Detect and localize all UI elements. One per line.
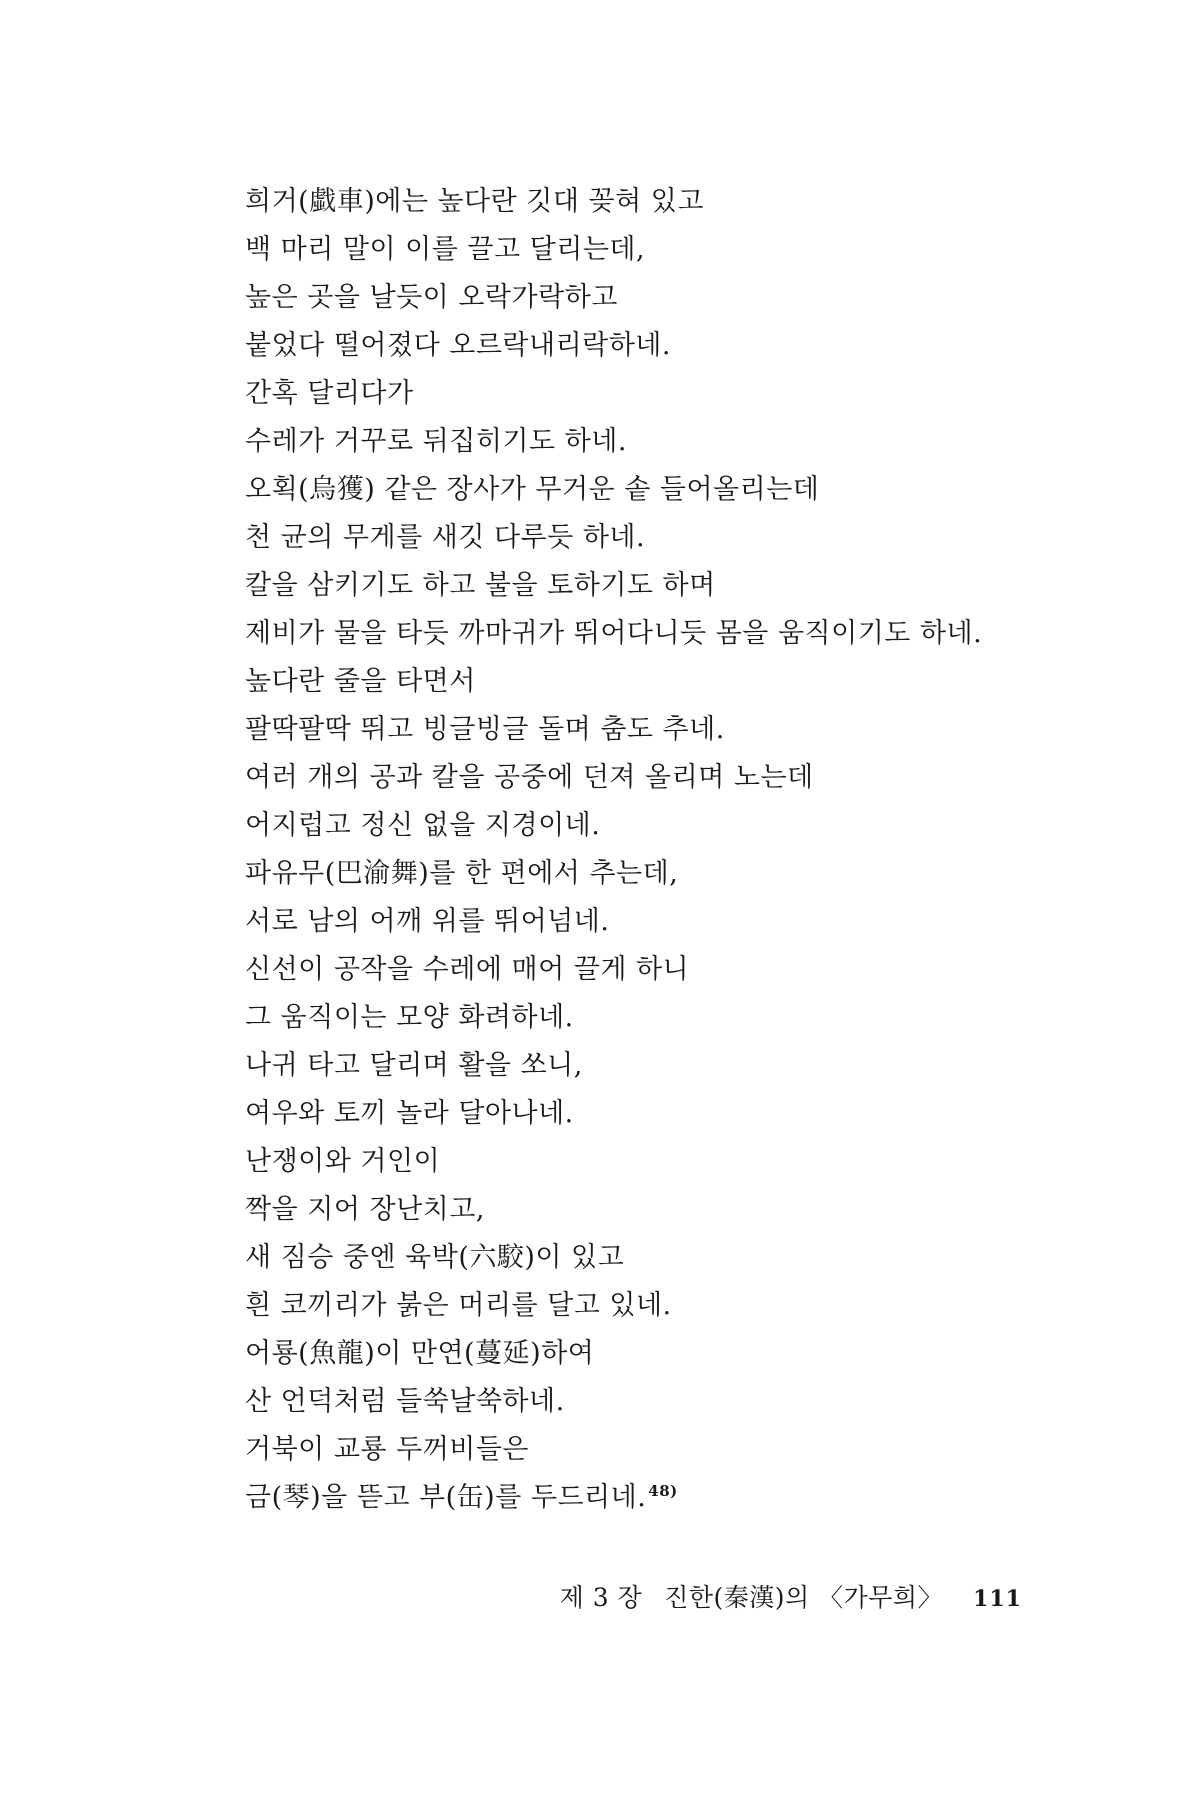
poem-line-26: 산 언덕처럼 들쑥날쑥하네. bbox=[245, 1386, 565, 1417]
poem-line-11: 높다란 줄을 타면서 bbox=[245, 666, 476, 697]
chapter-label: 제 3 장 bbox=[559, 1583, 643, 1612]
footnote-reference[interactable]: 48) bbox=[648, 1482, 678, 1500]
poem-line-1: 희거(戱車)에는 높다란 깃대 꽂혀 있고 bbox=[245, 186, 704, 217]
poem-line-22: 짝을 지어 장난치고, bbox=[245, 1194, 485, 1225]
poem-line-12: 팔딱팔딱 뛰고 빙글빙글 돌며 춤도 추네. bbox=[245, 714, 725, 745]
poem-line-14: 어지럽고 정신 없을 지경이네. bbox=[245, 810, 601, 841]
poem-line-4: 붙었다 떨어졌다 오르락내리락하네. bbox=[245, 330, 671, 361]
poem-block bbox=[245, 178, 1145, 1522]
poem-line-18: 그 움직이는 모양 화려하네. bbox=[245, 1002, 574, 1033]
poem-line-2: 백 마리 말이 이를 끌고 달리는데, bbox=[245, 234, 646, 265]
poem-line-6: 수레가 거꾸로 뒤집히기도 하네. bbox=[245, 426, 627, 457]
poem-line-9: 칼을 삼키기도 하고 불을 토하기도 하며 bbox=[245, 570, 716, 601]
poem-line-25: 어룡(魚龍)이 만연(蔓延)하여 bbox=[245, 1338, 595, 1369]
poem-line-7: 오획(烏獲) 같은 장사가 무거운 솥 들어올리는데 bbox=[245, 474, 820, 505]
page-number: 111 bbox=[973, 1586, 1022, 1612]
poem-line-17: 신선이 공작을 수레에 매어 끌게 하니 bbox=[245, 954, 690, 985]
poem-line-19: 나귀 타고 달리며 활을 쏘니, bbox=[245, 1050, 583, 1081]
poem-line-10: 제비가 물을 타듯 까마귀가 뛰어다니듯 몸을 움직이기도 하네. bbox=[245, 618, 983, 649]
chapter-title: 진한(秦漢)의 〈가무희〉 bbox=[664, 1583, 944, 1612]
running-footer bbox=[560, 1578, 1022, 1614]
poem-line-8: 천 균의 무게를 새깃 다루듯 하네. bbox=[245, 522, 646, 553]
poem-line-23: 새 짐승 중엔 육박(六駮)이 있고 bbox=[245, 1242, 625, 1273]
poem-line-16: 서로 남의 어깨 위를 뛰어넘네. bbox=[245, 906, 610, 937]
poem-line-15: 파유무(巴渝舞)를 한 편에서 추는데, bbox=[245, 858, 679, 889]
poem-line-5: 간혹 달리다가 bbox=[245, 378, 414, 409]
poem-line-27: 거북이 교룡 두꺼비들은 bbox=[245, 1434, 529, 1465]
poem-line-24: 흰 코끼리가 붉은 머리를 달고 있네. bbox=[245, 1290, 672, 1321]
poem-line-20: 여우와 토끼 놀라 달아나네. bbox=[245, 1098, 574, 1129]
poem-line-13: 여러 개의 공과 칼을 공중에 던져 올리며 노는데 bbox=[245, 762, 814, 793]
poem-line-3: 높은 곳을 날듯이 오락가락하고 bbox=[245, 282, 618, 313]
poem-line-28 bbox=[245, 1474, 1145, 1522]
poem-line-21: 난쟁이와 거인이 bbox=[245, 1146, 441, 1177]
poem-line-28-text: 금(琴)을 뜯고 부(缶)를 두드리네. bbox=[245, 1482, 647, 1513]
